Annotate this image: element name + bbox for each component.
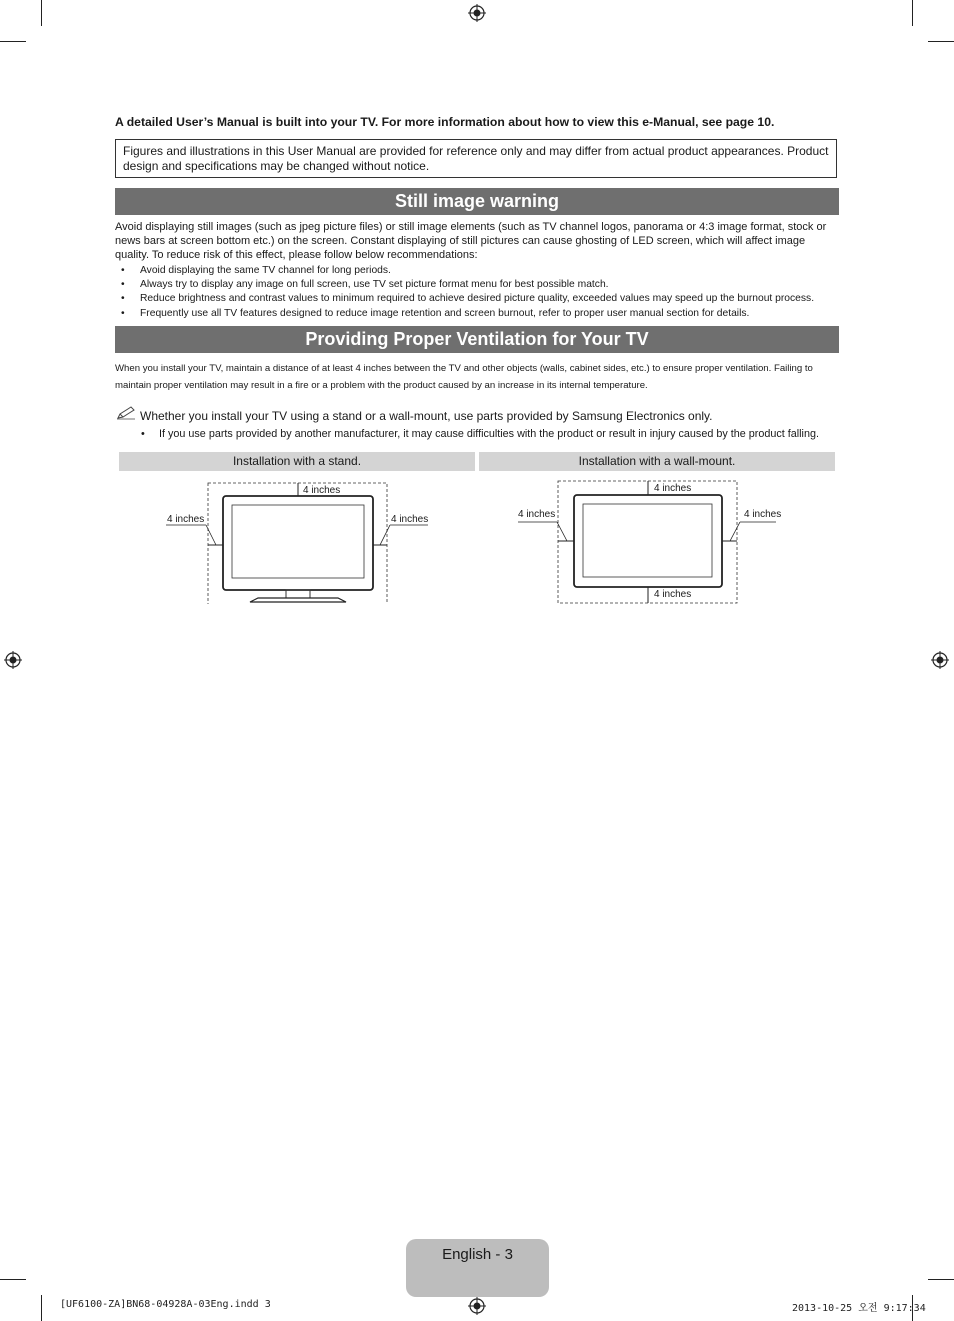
crop-mark [912,0,913,26]
list-item: • Frequently use all TV features designed to reduce image retention and screen burnout, refer to proper user manual section for details. [115,307,845,321]
stand-diagram-title: Installation with a stand. [119,452,475,471]
ventilation-note: Whether you install your TV using a stand or a wall-mount, use parts provided by Samsung Electronics only. [140,409,713,423]
wall-diagram-title: Installation with a wall-mount. [479,452,835,471]
still-image-body: Avoid displaying still images (such as jpeg picture files) or still image elements (such as TV channel logos, panorama or 4:3 image format, stock or news bars at screen bottom etc.) on the screen. Constant displaying of still pictures can cause ghosting of LED screen, which will affect image quality. To reduce risk of this effect, please follow below recommendations: [115,221,827,261]
stand-left-clearance-label: 4 inches [167,514,205,525]
ventilation-body: When you install your TV, maintain a distance of at least 4 inches between the TV and other objects (walls, cabinet sides, etc.) to ensure proper ventilation. Failing to maintain proper ventilation may result in a fire or a problem with the product caused by an increase in its internal temperature. [115,363,813,391]
stand-right-clearance-label: 4 inches [391,514,429,525]
crop-mark [928,1279,954,1280]
disclaimer-text: Figures and illustrations in this User Manual are provided for reference only and may differ from actual product appearances. Product design and specifications may be changed without notice. [123,144,829,173]
pencil-note-icon [116,406,136,420]
registration-mark-icon [931,651,949,669]
wall-bottom-clearance-label: 4 inches [654,589,692,600]
wall-left-clearance-label: 4 inches [518,509,556,520]
registration-mark-icon [4,651,22,669]
slug-file-info: [UF6100-ZA]BN68-04928A-03Eng.indd 3 [60,1299,271,1310]
registration-mark-icon [468,1297,486,1315]
wall-installation-diagram [510,478,790,606]
page-number-tab [406,1239,549,1297]
crop-mark [0,1279,26,1280]
wall-top-clearance-label: 4 inches [654,483,692,494]
still-image-bullets [115,264,845,321]
page-number-label: English - 3 [442,1246,513,1263]
ventilation-note-bullet: If you use parts provided by another manufacturer, it may cause difficulties with the product or result in injury caused by the product falling. [159,428,819,440]
stand-installation-diagram [150,478,450,604]
wall-right-clearance-label: 4 inches [744,509,782,520]
ventilation-heading: Providing Proper Ventilation for Your TV [115,326,839,353]
crop-mark [41,1295,42,1321]
still-image-heading: Still image warning [115,188,839,215]
slug-timestamp: 2013-10-25 오전 9:17:34 [792,1303,926,1314]
crop-mark [41,0,42,26]
registration-mark-icon [468,4,486,22]
list-item: • Avoid displaying the same TV channel for long periods. [115,264,845,278]
crop-mark [928,41,954,42]
intro-text: A detailed User’s Manual is built into your TV. For more information about how to view this e-Manual, see page 10. [115,115,775,129]
list-item: • Reduce brightness and contrast values to minimum required to achieve desired picture quality, exceeded values may speed up the burnout process. [115,292,845,306]
bullet-dot: • [141,428,145,440]
list-item: • Always try to display any image on full screen, use TV set picture format menu for best possible match. [115,278,845,292]
crop-mark [0,41,26,42]
disclaimer-box [115,139,837,178]
stand-top-clearance-label: 4 inches [303,485,341,496]
